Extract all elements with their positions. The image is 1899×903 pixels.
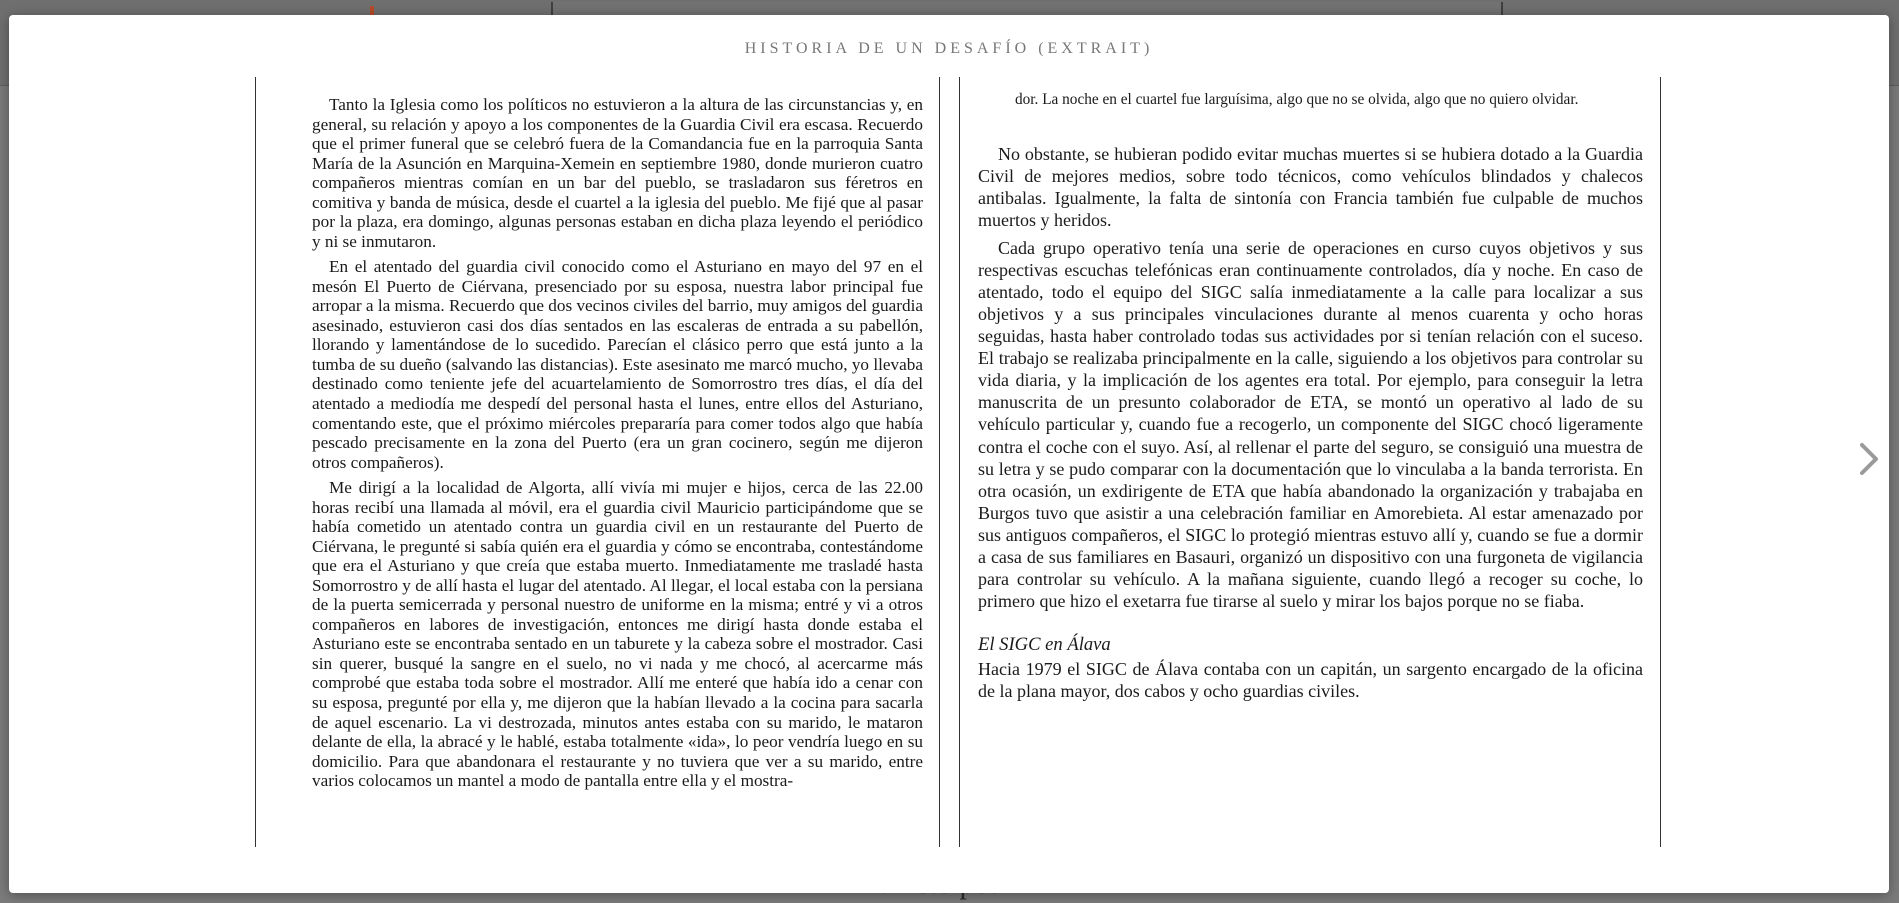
paragraph: Hacia 1979 el SIGC de Álava contaba con un capitán, un sargento encargado de la oficina de la plana mayor, dos cabos y ocho guardias civiles. (978, 659, 1643, 702)
paragraph: Me dirigí a la localidad de Algorta, allí vivía mi mujer e hijos, cerca de las 22.00 horas recibí una llamada al móvil, era el guardia civil Mauricio participándome que se había cometido un atentado contra un guardia civil en un restaurante del Puerto de Ciérvana, le pregunté si sabía quién era el guardia y cómo se encontraba, contestándome que era el Asturiano y que creía que estaba muerto. Inmediatamente me trasladé hasta Somorrostro y de allí hasta el lugar del atentado. Al llegar, el local estaba con la persiana de la puerta semicerrada y personal nuestro de uniforme en la misma; entré y vi a otros compañeros en labores de investigación, entonces me dirigí hasta donde estaba el Asturiano este se encontraba sentado en un taburete y la cabeza sobre el mostrador. Casi sin querer, busqué la sangre en el suelo, no vi nada y me chocó, al acercarme más comprobé que estaba toda sobre el mostrador. Allí me enteré que había ido a cenar con su esposa, pregunté por ella y, me dijeron que la habían llevado a la cocina para sacarla de aquel escenario. La vi destrozada, minutos antes estaba con su marido, le mataron delante de ella, la abracé y le hablé, estaba totalmente «ida», lo peor vendría luego en su domicilio. Para que abandonara el restaurante y no tuviera que ver a su marido, entre varios colocamos un mantel a modo de pantalla entre ella y el mostra- (312, 477, 923, 791)
paragraph: No obstante, se hubieran podido evitar muchas muertes si se hubiera dotado a la Guardia Civil de mejores medios, sobre todo técnicos, como vehículos blindados y chalecos antibalas. Igualmente, la falta de sintonía con Francia también fue culpable de muchos muertos y heridos. (978, 143, 1643, 230)
preview-modal (9, 15, 1889, 893)
paragraph: Tanto la Iglesia como los políticos no estuvieron a la altura de las circunstancias y, en general, su relación y apoyo a los componentes de la Guardia Civil era escasa. Recuerdo que el primer funeral que se celebró fuera de la Comandancia fue en la parroquia Santa María de la Asunción en Marquina-Xemein en septiembre 1980, donde murieron cuatro compañeros mientras comían en un bar del pueblo, se trasladaron sus féretros en comitiva y banda de música, desde el cuartel a la iglesia del pueblo. Me fijé que al pasar por la plaza, era domingo, algunas personas estaban en dicha plaza leyendo el periódico y ni se inmutaron. (312, 95, 923, 251)
paragraph: En el atentado del guardia civil conocido como el Asturiano en mayo del 97 en el mesón El Puerto de Ciérvana, presenciado por su esposa, nuestra labor principal fue arropar a la misma. Recuerdo que dos vecinos civiles del barrio, muy amigos del guardia asesinado, estuvieron casi dos días sentados en las escaleras de entrada a su pabellón, llorando y lamentándose de lo sucedido. Parecían el clásico perro que está junto a la tumba de su dueño (salvando las distancias). Este asesinato me marcó mucho, yo llevaba destinado como teniente jefe del acuartelamiento de Somorrostro tres días, el día del atentado a mediodía me despedí del personal hasta el lunes, entre ellos del Asturiano, comentando este, que el próximo miércoles prepararía para comer todos algo que había pescado precisamente en la zona del Puerto (era un gran cocinero, según me dijeron otros compañeros). (312, 257, 923, 472)
book-page-right (959, 77, 1661, 847)
modal-title: HISTORIA DE UN DESAFÍO (EXTRAIT) (744, 40, 1154, 57)
chevron-right-icon (1854, 439, 1884, 479)
paragraph: Cada grupo operativo tenía una serie de operaciones en curso cuyos objetivos y sus respectivas escuchas telefónicas eran continuamente controlados, día y noche. En caso de atentado, todo el equipo del SIGC salía inmediatamente a la calle para localizar a sus objetivos y a sus principales vinculaciones durante al menos cuarenta y ocho horas seguidas, hasta haber controlado todas sus actividades por si tenían relación con el suceso. El trabajo se realizaba principalmente en la calle, siguiendo a los objetivos para controlar su vida diaria, y la implicación de los agentes era total. Por ejemplo, para conseguir la letra manuscrita de un presunto colaborador de ETA, se montó un operativo al lado de su vehículo particular y, cuando fue a recogerlo, un componente del SIGC chocó ligeramente contra el coche con el suyo. Así, al rellenar el parte del seguro, se consiguió una muestra de su letra y se pudo comparar con la documentación que lo vinculaba a la banda terrorista. En otra ocasión, un exdirigente de ETA que había abandonado la organización y trabajaba en Burgos tuvo que asistir a una celebración familiar en Amorebieta. Al estar amenazado por sus antiguos compañeros, el SIGC lo protegió mientras estuvo allí y, cuando se fue a dormir a casa de sus familiares en Basauri, organizó un dispositivo con una furgoneta de vigilancia para controlar su vehículo. A la mañana siguiente, cuando llegó a recoger su coche, lo primero que hizo el exetarra fue tirarse al suelo y mirar los bajos porque no se fiaba. (978, 237, 1643, 612)
section-heading: El SIGC en Álava (978, 634, 1111, 656)
next-page-button[interactable] (1854, 439, 1884, 479)
book-page-left (255, 77, 940, 847)
quote-continuation: dor. La noche en el cuartel fue larguísima, algo que no se olvida, algo que no quiero olvidar. (1015, 91, 1579, 108)
